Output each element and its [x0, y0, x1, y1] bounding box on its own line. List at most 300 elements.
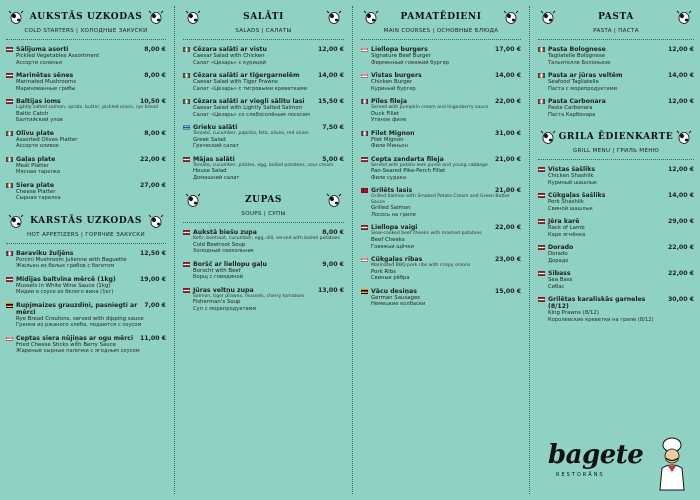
menu-item-price: 15,50 €: [317, 98, 344, 105]
section-header: [538, 8, 694, 26]
menu-item: [6, 302, 166, 329]
section-subtitle: HOT APPETIZERS | ГОРЯЧИЕ ЗАКУСКИ: [6, 232, 166, 244]
flag-it-icon: [6, 131, 13, 136]
menu-item-english: Sea Bass: [548, 277, 573, 283]
menu-item-price: 7,50 €: [322, 124, 344, 131]
menu-item-name: Midijas baltvīna mērcē (1kg): [16, 275, 116, 283]
menu-section: [361, 8, 521, 308]
cow-icon: [326, 9, 342, 25]
menu-item-price: 9,00 €: [322, 260, 344, 268]
menu-item-name: Cēzara salāti ar vistu: [193, 46, 267, 53]
cow-icon: [185, 192, 201, 208]
menu-item-price: 5,00 €: [322, 155, 344, 163]
menu-item-english: Meat Platter: [16, 162, 49, 169]
menu-item-row: [183, 156, 344, 163]
menu-item-russian: Балтийский улов: [16, 117, 63, 124]
menu-item-russian: Борщ с говядиной: [193, 274, 244, 281]
menu-item-russian: Фирменный говяжий бургер: [371, 59, 450, 66]
menu-item-price: 27,00 €: [139, 181, 166, 189]
menu-item-russian: Филе судака: [371, 174, 406, 181]
menu-item-english: House Salad: [193, 168, 227, 175]
menu-item-name: Pasta ar jūras veltēm: [548, 72, 623, 79]
menu-item-name: Grieķu salāti: [193, 124, 238, 131]
menu-item: [6, 250, 166, 270]
flag-lv-icon: [183, 262, 190, 267]
menu-item-price: 11,00 €: [139, 334, 166, 342]
menu-item-russian: Салат «Цезарь» со слабосолёным лососем: [193, 111, 310, 118]
menu-item-name: Boršč ar liellopu gaļu: [193, 260, 267, 268]
menu-item: [6, 98, 166, 124]
cow-icon: [363, 9, 379, 25]
flag-fr-icon: [6, 251, 13, 256]
menu-item-description: Marinated BBQ pork ribs with crispy onions: [371, 262, 471, 268]
menu-item-russian: Греческий салат: [193, 143, 239, 150]
menu-item-price: 17,00 €: [494, 46, 521, 53]
menu-section: [6, 212, 166, 355]
menu-item-english: Chicken Burger: [371, 79, 413, 85]
cow-icon: [185, 9, 201, 25]
menu-item: [6, 276, 166, 296]
menu-item-price: 12,00 €: [667, 46, 694, 53]
menu-item-name: Liellopa burgers: [371, 46, 428, 53]
menu-item-row: [361, 46, 521, 53]
menu-item-russian: Утиное филе: [371, 117, 407, 124]
menu-item: [538, 166, 694, 186]
menu-item-russian: Лосось на гриле: [371, 211, 416, 218]
flag-it-icon: [538, 73, 545, 78]
menu-item: [538, 270, 694, 290]
restaurant-logo: [548, 440, 698, 495]
menu-item-russian: Немецкие колбаски: [371, 301, 426, 308]
menu-item-russian: Гренки из ржаного хлеба, подаются с соусом: [16, 322, 142, 329]
section-title: AUKSTĀS UZKODAS: [29, 12, 143, 22]
menu-item-russian: Суп с морепродуктами: [193, 305, 256, 312]
menu-item-name: Grilētas karaliskās garneles (8/12): [548, 296, 646, 310]
menu-item-price: 22,00 €: [667, 270, 694, 277]
menu-item-row: [183, 261, 344, 268]
menu-item: [183, 261, 344, 281]
menu-item: [538, 296, 694, 323]
menu-item-english: Baltic Catch: [16, 110, 49, 117]
menu-item: [6, 46, 166, 66]
menu-item-russian: Мидии в соусе из белого вина (1кг): [16, 289, 114, 296]
menu-item-row: [6, 302, 166, 316]
menu-item-english: Chicken Shashlik: [548, 173, 594, 179]
menu-item-russian: Домашний салат: [193, 174, 240, 181]
menu-item-name: Jūras veltņu zupa: [193, 286, 254, 294]
menu-item-price: 15,00 €: [494, 287, 521, 295]
menu-item-price: 7,00 €: [144, 301, 166, 309]
menu-item-russian: Говяжьи щёчки: [371, 243, 414, 250]
menu-item-name: Cēzara salāti ar tīģergarnelēm: [193, 72, 300, 79]
menu-item-name: Liellopa vaigi: [371, 224, 418, 232]
flag-it-icon: [183, 47, 190, 52]
section-title: GRILA ĒDIENKARTE: [558, 132, 674, 142]
menu-item-price: 22,00 €: [139, 155, 166, 163]
menu-item-description: Tomato, cucumber, paprika, feta, olives, red onion: [193, 131, 309, 136]
menu-item-english: Cheese Platter: [16, 188, 56, 195]
menu-item-russian: Ассорти оливок: [16, 143, 59, 150]
menu-item-price: 8,00 €: [144, 72, 166, 79]
cow-icon: [326, 192, 342, 208]
menu-item-name: Vācu desiņas: [371, 287, 417, 295]
menu-item-price: 19,00 €: [139, 275, 166, 283]
section-header: [538, 128, 694, 146]
menu-item-name: Olīvu plate: [16, 129, 54, 137]
menu-item-russian: Филе Миньон: [371, 143, 408, 150]
menu-item-row: [538, 270, 694, 277]
menu-item: [6, 335, 166, 355]
menu-item-description: Kefir, beetroot, cucumber, egg, dill, served with boiled potatoes: [193, 236, 340, 242]
menu-item: [361, 256, 521, 282]
menu-item-english: Porcini Mushroom Julienne with Baguette: [16, 256, 127, 263]
menu-item-english: Signature Beef Burger: [371, 53, 431, 59]
menu-item-price: 12,00 €: [667, 98, 694, 105]
cow-icon: [148, 213, 164, 229]
section-header: [6, 8, 166, 26]
menu-item-row: [538, 244, 694, 251]
flag-it-icon: [6, 157, 13, 162]
flag-us-icon: [6, 336, 13, 341]
flag-lv-icon: [6, 47, 13, 52]
menu-item-english: Seafood Tagliatelle: [548, 79, 599, 85]
menu-item-price: 22,00 €: [494, 224, 521, 232]
flag-lv-icon: [361, 225, 368, 230]
menu-item: [538, 72, 694, 92]
menu-item-name: Sālījuma asorti: [16, 46, 69, 53]
cow-icon: [676, 9, 692, 25]
flag-de-icon: [6, 303, 13, 308]
menu-item: [361, 72, 521, 92]
menu-item: [6, 130, 166, 150]
menu-item: [183, 46, 344, 66]
cow-icon: [676, 129, 692, 145]
flag-it-icon: [183, 73, 190, 78]
menu-item-english: Dorado: [548, 251, 568, 257]
menu-item-row: [6, 46, 166, 53]
section-header: [6, 212, 166, 230]
menu-item-row: [361, 130, 521, 137]
menu-item-row: [538, 72, 694, 79]
menu-item-russian: Сырная тарелка: [16, 195, 61, 202]
menu-item-name: Aukstā biešu zupa: [193, 229, 257, 237]
flag-lv-icon: [6, 73, 13, 78]
menu-item-row: [183, 124, 344, 131]
menu-item-price: 12,00 €: [317, 46, 344, 53]
menu-item-name: Cepta zandarta fileja: [371, 155, 444, 163]
chef-illustration-icon: [650, 436, 694, 492]
menu-item-row: [361, 156, 521, 163]
menu-item-english: Mussels in White Wine Sauce (1kg): [16, 282, 111, 289]
menu-item-english: Caesar Salad with Chicken: [193, 53, 265, 59]
menu-item-english: Cold Beetroot Soup: [193, 241, 246, 248]
menu-item: [183, 229, 344, 255]
menu-item-price: 10,50 €: [139, 98, 166, 105]
menu-item-russian: Паста с морепродуктами: [548, 85, 617, 92]
menu-item-russian: Свиной шашлык: [548, 205, 593, 212]
menu-item: [361, 130, 521, 150]
menu-item-row: [6, 156, 166, 163]
menu-item-row: [538, 296, 694, 310]
flag-lv-icon: [6, 99, 13, 104]
menu-item-price: 8,00 €: [322, 229, 344, 237]
menu-item-name: Pīles fileja: [371, 98, 408, 105]
cow-icon: [503, 9, 519, 25]
menu-item-russian: Маринованные грибы: [16, 85, 76, 92]
menu-item-row: [361, 98, 521, 105]
menu-item-english: Assorted Olives Platter: [16, 136, 78, 143]
flag-us-icon: [361, 73, 368, 78]
menu-item-price: 21,00 €: [494, 155, 521, 163]
section-header: [183, 8, 344, 26]
logo-subtitle: RESTORĀNS: [556, 472, 605, 478]
flag-us-icon: [361, 47, 368, 52]
menu-item-price: 13,00 €: [317, 286, 344, 294]
menu-column-2: [177, 0, 350, 500]
menu-item: [538, 46, 694, 66]
section-title: SALĀTI: [243, 12, 284, 22]
section-header: [361, 8, 521, 26]
section-title: KARSTĀS UZKODAS: [30, 215, 142, 226]
flag-lv-icon: [183, 157, 190, 162]
cow-icon: [540, 129, 556, 145]
menu-item-price: 8,00 €: [144, 46, 166, 53]
flag-lv-icon: [538, 271, 545, 276]
section-subtitle: PASTA | ПАСТА: [538, 28, 694, 40]
menu-item-russian: Королевские креветки на гриле (8/12): [548, 316, 654, 323]
menu-item-row: [538, 166, 694, 173]
menu-item-name: Marinētas sēnes: [16, 72, 74, 79]
menu-item-description: Slow-cooked beef cheeks with mashed potatoes: [371, 231, 482, 237]
cow-icon: [8, 213, 24, 229]
menu-item-price: 14,00 €: [494, 72, 521, 79]
menu-item-price: 31,00 €: [494, 129, 521, 137]
menu-item: [361, 187, 521, 218]
menu-item-name: Gaļas plate: [16, 155, 56, 163]
menu-item-row: [183, 72, 344, 79]
menu-item-english: Grilled Salmon: [371, 205, 411, 212]
menu-item-row: [538, 218, 694, 225]
menu-item-name: Jēra karē: [548, 218, 580, 225]
menu-item-name: Siera plate: [16, 181, 55, 189]
menu-item-english: Pickled Vegetables Assortment: [16, 53, 100, 59]
menu-item-description: Served with pumpkin cream and lingonberry sauce: [371, 105, 489, 110]
menu-item: [361, 224, 521, 250]
menu-section: [183, 8, 344, 181]
menu-item-russian: Тальятелле Болоньезе: [548, 59, 611, 66]
flag-lv-icon: [538, 219, 545, 224]
menu-item: [361, 46, 521, 66]
section-title: PAMATĒDIENI: [400, 12, 482, 22]
menu-item-name: Vistas šašliks: [548, 166, 596, 173]
menu-item-row: [6, 182, 166, 189]
menu-item: [6, 72, 166, 92]
menu-item-name: Filet Mignon: [371, 129, 415, 137]
menu-item: [183, 156, 344, 182]
menu-item-description: Salmon, tiger prawns, mussels, cherry tomatoes: [193, 293, 305, 299]
menu-item-english: Caesar Salad with Lightly Salted Salmon: [193, 105, 303, 111]
menu-item-name: Cēzara salāti ar viegli sālītu lasi: [193, 98, 305, 105]
menu-item: [183, 72, 344, 92]
menu-item-russian: Дорадо: [548, 257, 569, 264]
menu-item-row: [6, 276, 166, 283]
menu-item-row: [6, 335, 166, 342]
section-subtitle: SOUPS | СУПЫ: [183, 211, 344, 223]
menu-item-english: Rye Bread Croutons, served with dipping sauce: [16, 315, 144, 322]
section-title: ZUPAS: [244, 195, 282, 206]
menu-item-description: Lightly salted salmon, sprats, butter, pickled onion, rye bread: [16, 105, 158, 110]
menu-item: [538, 192, 694, 212]
menu-item-name: Cūkgaļas šašliks: [548, 192, 606, 199]
menu-item-row: [538, 192, 694, 199]
menu-item-name: Cūkgaļas ribas: [371, 255, 423, 263]
menu-item-description: Grilled Salmon with Smoked Potato Cream and Green Butter Sauce: [371, 194, 510, 205]
flag-gr-icon: [183, 125, 190, 130]
flag-lv-icon: [538, 193, 545, 198]
menu-item-english: Pan-Seared Pike-Perch Fillet: [371, 168, 446, 175]
menu-item: [538, 244, 694, 264]
menu-section: [538, 8, 694, 118]
menu-item-russian: Мясная тарелка: [16, 169, 61, 176]
menu-item-english: Rack of Lamb: [548, 225, 585, 231]
menu-item-price: 30,00 €: [667, 296, 694, 303]
flag-lv-icon: [361, 157, 368, 162]
flag-lv-icon: [183, 230, 190, 235]
menu-item-price: 22,00 €: [494, 98, 521, 105]
menu-item-name: Pasta Carbonara: [548, 98, 606, 105]
menu-item-price: 12,00 €: [667, 166, 694, 173]
flag-no-icon: [361, 188, 368, 193]
menu-item-row: [183, 287, 344, 294]
menu-item-russian: Ассорти соленья: [16, 59, 62, 66]
menu-column-1: [0, 0, 172, 500]
menu-item-russian: Куриный шашлык: [548, 179, 598, 186]
flag-fr-icon: [361, 99, 368, 104]
menu-section: [538, 128, 694, 323]
menu-item-english: Fisherman's Soup: [193, 299, 241, 306]
cow-icon: [8, 9, 24, 25]
cow-icon: [540, 9, 556, 25]
section-subtitle: SALADS | САЛАТЫ: [183, 28, 344, 40]
flag-it-icon: [6, 183, 13, 188]
menu-item-english: Duck Fillet: [371, 110, 399, 117]
logo-wordmark: bagete: [548, 440, 644, 470]
menu-item-english: King Prawns (8/12): [548, 310, 599, 316]
menu-item-name: Mājas salāti: [193, 155, 235, 163]
menu-item: [6, 156, 166, 176]
menu-item-name: Vistas burgers: [371, 72, 422, 79]
section-subtitle: COLD STARTERS | ХОЛОДНЫЕ ЗАКУСКИ: [6, 28, 166, 40]
menu-item-english: Beef Cheeks: [371, 236, 405, 243]
flag-it-icon: [183, 99, 190, 104]
flag-de-icon: [361, 289, 368, 294]
menu-item-russian: Жюльен из белых грибов с багетом: [16, 263, 115, 270]
menu-item-russian: Сибас: [548, 283, 565, 290]
menu-item-english: Greek Salad: [193, 136, 226, 143]
menu-item-english: Caesar Salad with Tiger Prawns: [193, 79, 278, 85]
flag-lv-icon: [6, 277, 13, 282]
menu-item-name: Baraviku žuljēns: [16, 249, 74, 257]
menu-item-name: Grilēts lasis: [371, 187, 413, 195]
flag-it-icon: [538, 99, 545, 104]
menu-item: [183, 124, 344, 150]
menu-item-english: Pork Ribs: [371, 268, 396, 275]
menu-item: [361, 288, 521, 308]
menu-item-price: 22,00 €: [667, 244, 694, 251]
section-header: [183, 191, 344, 209]
menu-item: [538, 218, 694, 238]
menu-item: [183, 98, 344, 118]
menu-item-row: [538, 98, 694, 105]
menu-item-russian: Холодный свекольник: [193, 248, 254, 255]
menu-item-english: Pork Shashlik: [548, 199, 584, 205]
menu-item-russian: Жареные сырные палочки с ягодным соусом: [16, 348, 140, 355]
menu-item-russian: Куриный бургер: [371, 85, 416, 92]
menu-item-english: Marinated Mushrooms: [16, 79, 76, 85]
menu-item-english: Borscht with Beef: [193, 267, 241, 274]
menu-item-row: [361, 288, 521, 295]
menu-item-description: Tomato, cucumber, pickles, egg, boiled potatoes, sour cream: [193, 162, 334, 168]
cow-icon: [148, 9, 164, 25]
section-subtitle: MAIN COURSES | ОСНОВНЫЕ БЛЮДА: [361, 28, 521, 40]
flag-lv-icon: [183, 288, 190, 293]
menu-item-price: 29,00 €: [667, 218, 694, 225]
menu-item-row: [6, 72, 166, 79]
menu-item-row: [183, 98, 344, 105]
menu-item-row: [538, 46, 694, 53]
menu-item-russian: Каре ягнёнка: [548, 231, 586, 238]
menu-item-english: Fried Cheese Sticks with Berry Sauce: [16, 341, 116, 348]
menu-item-english: German Sausages: [371, 294, 421, 301]
menu-item-english: Filet Mignon: [371, 136, 404, 143]
menu-item-row: [6, 130, 166, 137]
menu-section: [6, 8, 166, 202]
section-subtitle: GRILL MENU | ГРИЛЬ МЕНЮ: [538, 148, 694, 160]
menu-column-4: [532, 0, 700, 500]
menu-item-price: 14,00 €: [317, 72, 344, 79]
menu-item-price: 8,00 €: [144, 129, 166, 137]
menu-item-description: Served with potato-leek puree and young cabbage: [371, 162, 488, 168]
menu-item-row: [6, 98, 166, 105]
menu-item-russian: Салат «Цезарь» с тигровыми креветками: [193, 85, 308, 92]
menu-item-russian: Салат «Цезарь» с курицей: [193, 59, 266, 66]
menu-item-name: Pasta Bolognese: [548, 46, 606, 53]
menu-item-row: [6, 250, 166, 257]
menu-item: [361, 156, 521, 182]
menu-item-row: [361, 72, 521, 79]
menu-item: [361, 98, 521, 124]
menu-item-english: Pasta Carbonara: [548, 105, 593, 111]
menu-item-row: [361, 256, 521, 263]
menu-item-russian: Паста Карбонара: [548, 111, 596, 118]
flag-us-icon: [361, 257, 368, 262]
menu-section: [183, 191, 344, 312]
section-title: PASTA: [598, 12, 634, 22]
flag-lv-icon: [538, 297, 545, 302]
menu-item: [183, 287, 344, 313]
menu-item-name: Baltijas ioms: [16, 98, 61, 105]
menu-item-price: 14,00 €: [667, 72, 694, 79]
flag-lv-icon: [538, 167, 545, 172]
menu-item-name: Ceptas siera nūjiņas ar ogu mērci: [16, 334, 134, 342]
menu-item-price: 21,00 €: [494, 187, 521, 195]
menu-item-row: [183, 46, 344, 53]
menu-item-price: 14,00 €: [667, 192, 694, 199]
menu-column-3: [355, 0, 527, 500]
menu-item: [538, 98, 694, 118]
menu-item-price: 23,00 €: [494, 255, 521, 263]
flag-it-icon: [538, 47, 545, 52]
